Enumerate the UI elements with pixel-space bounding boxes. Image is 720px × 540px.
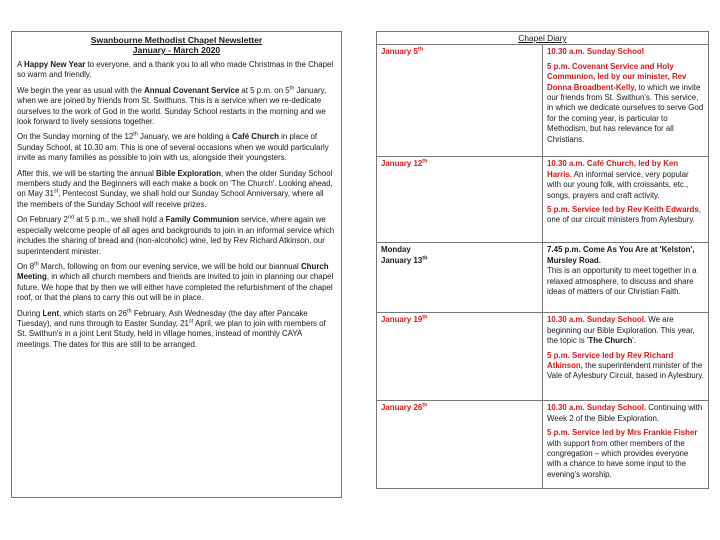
diary-row: [377, 401, 709, 489]
paragraph-church-meeting: On 8th March, following on from our evening service, we will be hold our biannual Church Meeting, in which all church members and friends are invited to join in planning our chapel future. We hope that by then we will either have completed the refurbishment of the chapel roof, or that the plans to carry this out will be in place.: [17, 261, 334, 303]
diary-date: January 12th: [377, 157, 543, 243]
diary-row: [377, 157, 709, 243]
chapel-diary-panel: [376, 31, 709, 502]
diary-entry: 10.30 a.m. Sunday School 5 p.m. Covenant Service and Holy Communion, led by our minister, Rev Donna Broadbent-Kelly, to which we invite our friends from St. Swithun's. This service, in which we dedicate ourselves to serve God for the coming year, is particular to Methodism, but has relevance for all Christians.: [543, 45, 709, 157]
diary-entry: 10.30 a.m. Café Church, led by Ken Harris. An informal service, very popular with our young folk, with croissants, etc., songs, prayers and craft activity. 5 p.m. Service led by Rev Keith Edwards, one of our circuit ministers from Aylesbury.: [543, 157, 709, 243]
diary-date: January 19th: [377, 313, 543, 401]
paragraph-covenant: We begin the year as usual with the Annual Covenant Service at 5 p.m. on 5th January, when we are joined by friends from St. Swithuns. This is a service when we re-dedicate ourselves to the work of God in the world. Sunday School restarts in the morning and we look forward to lively sessions together.: [17, 85, 327, 127]
paragraph-cafe-church: On the Sunday morning of the 12th January, we are holding a Café Church in place of Sunday School, at 10.30 am. This is one of several occasions when we would particularly invite as many families as possible to join with us, alongside their youngsters.: [17, 131, 329, 163]
diary-row: [377, 243, 709, 313]
diary-entry: 10.30 a.m. Sunday School. We are beginning our Bible Exploration. This year, the topic is 'The Church'. 5 p.m. Service led by Rev Richard Atkinson, the superintendent minister of the Vale of Aylesbury Circuit, based in Aylesbury.: [543, 313, 709, 401]
newsletter-subtitle: January - March 2020: [132, 45, 221, 55]
diary-entry: 10.30 a.m. Sunday School. Continuing with Week 2 of the Bible Exploration. 5 p.m. Service led by Mrs Frankie Fisher with support from other members of the congregation – which provides everyone with a chance to have some input to the evening's worship.: [543, 401, 709, 489]
paragraph-new-year: A Happy New Year to everyone, and a thank you to all who made Christmas in the Chapel so warm and friendly.: [17, 60, 334, 80]
newsletter-title: Swanbourne Methodist Chapel Newsletter: [90, 35, 263, 45]
diary-row: [377, 45, 709, 157]
paragraph-family-communion: On February 2nd at 5 p.m., we shall hold a Family Communion service, where again we especially welcome people of all ages and backgrounds to join in an informal service which includes the sharing of bread and (non-alcoholic) wine, led by Rev Richard Atkinson, our superintendent minister.: [17, 214, 335, 256]
chapel-diary-table: [376, 31, 709, 489]
diary-header-row: [377, 32, 709, 45]
diary-date: January 26th: [377, 401, 543, 489]
diary-entry: 7.45 p.m. Come As You Are at 'Kelston', Mursley Road. This is an opportunity to meet together in a relaxed atmosphere, to discuss and share ideas of matters of our Christian Faith.: [543, 243, 709, 313]
diary-date: January 5th: [377, 45, 543, 157]
diary-row: [377, 313, 709, 401]
diary-date: Monday January 13th: [377, 243, 543, 313]
paragraph-lent: During Lent, which starts on 26th February, Ash Wednesday (the day after Pancake Tuesday), and runs through to Easter Sunday, 21st April, we plan to join with members of St. Swithun's in a joint Lent Study, held in village homes, instead of monthly CAYA meetings. The dates for this are still to be arranged.: [17, 307, 326, 349]
diary-header: Chapel Diary: [377, 32, 709, 45]
newsletter-panel: [11, 31, 342, 498]
paragraph-bible-exploration: After this, we will be starting the annual Bible Exploration, when the older Sunday School members study and the Beginners will each make a book on 'The Church'. Looking ahead, on May 31st, Pentecost Sunday, we shall hold our Sunday School Anniversary, where all the members of the Sunday School will receive prizes.: [17, 168, 333, 209]
